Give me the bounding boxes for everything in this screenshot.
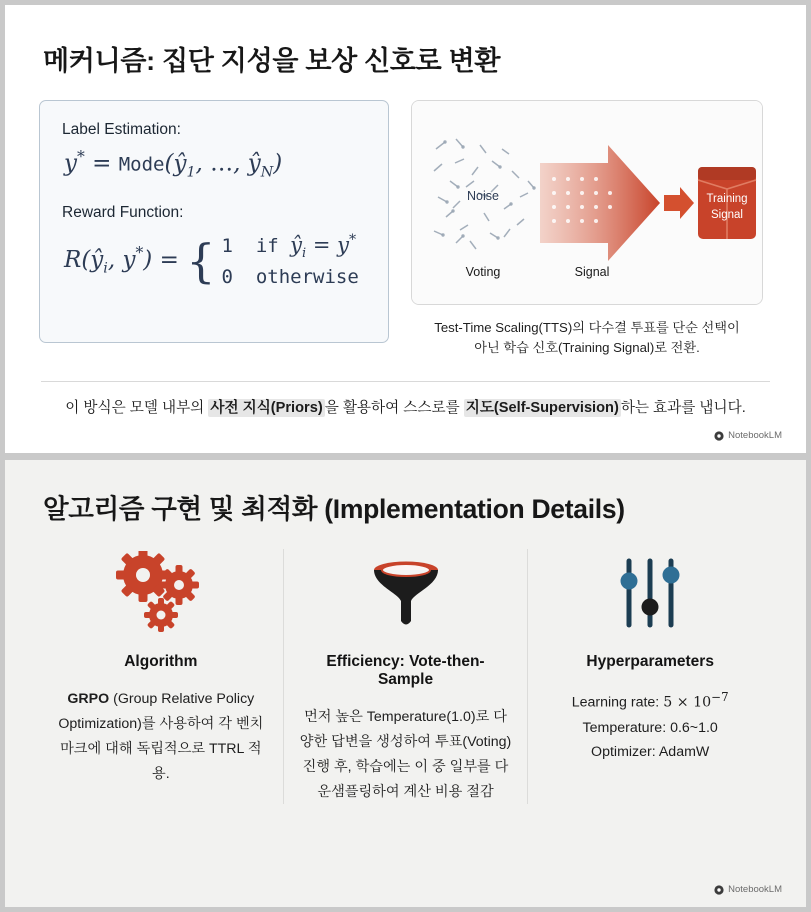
figure-caption-line-1: Test-Time Scaling(TTS)의 다수결 투표를 단순 선택이 [434, 320, 740, 335]
notebooklm-logo-icon [714, 885, 724, 895]
slide2-title: 알고리즘 구현 및 최적화 (Implementation Details) [43, 494, 625, 524]
figure-caption [411, 318, 763, 359]
column-efficiency [283, 549, 528, 804]
summary-part-3: 하는 효과를 냅니다. [620, 399, 746, 416]
figure-caption-line-2: 아닌 학습 신호(Training Signal)로 전환. [474, 340, 700, 356]
summary-highlight-self-supervision: 지도(Self-Supervision) [465, 399, 619, 416]
slide-mechanism [5, 5, 806, 453]
hyperparam-learning-rate: Learning rate: $5 \times 10^{-7}$ [571, 689, 729, 711]
column-title-hyperparameters: Hyperparameters [586, 652, 714, 670]
slide1-summary [39, 398, 772, 420]
column-hyperparameters [527, 549, 772, 804]
noise-label: Noise [467, 189, 499, 203]
hyperparam-temperature: Temperature: 0.6~1.0 [582, 719, 718, 736]
gears-icon [55, 549, 267, 637]
training-box-label-1: Training [706, 193, 748, 205]
reward-function-title: Reward Function: [62, 204, 184, 222]
label-estimation-title: Label Estimation: [62, 121, 181, 138]
algorithm-description: (Group Relative Policy Optimization)를 사용하여 각 벤치마크에 대해 독립적으로 TTRL 적용. [58, 690, 264, 782]
label-estimation-formula: $y^* = Mode(ŷ_1$, …, $ŷ_N$) [64, 147, 283, 181]
column-body-algorithm [55, 687, 267, 786]
brand-name: NotebookLM [728, 430, 782, 441]
voting-label: Voting [465, 265, 501, 279]
brand-name: NotebookLM [728, 884, 782, 895]
column-title-algorithm: Algorithm [124, 652, 198, 670]
column-body-hyperparameters [544, 687, 756, 765]
column-algorithm [39, 549, 283, 804]
slide-implementation [5, 460, 806, 907]
page-title: 메커니즘: 집단 지성을 보상 신호로 변환 [43, 46, 501, 76]
brace-glyph: { [186, 233, 216, 288]
brand-footer-slide2 [714, 884, 782, 895]
summary-part-1: 이 방식은 모델 내부의 [65, 399, 209, 416]
column-title-efficiency: Efficiency: Vote-then-Sample [326, 652, 485, 688]
summary-part-2: 을 활용하여 스스로를 [324, 399, 464, 416]
slide1-panels [39, 100, 772, 359]
figure-column [411, 100, 763, 359]
slide1-divider [41, 381, 770, 382]
noise-to-signal-diagram [412, 101, 763, 305]
implementation-columns [39, 549, 772, 804]
notebooklm-logo-icon [714, 431, 724, 441]
column-body-efficiency: 먼저 높은 Temperature(1.0)로 다양한 답변을 생성하여 투표(Voting) 진행 후, 학습에는 이 중 일부를 다운샘플링하여 계산 비용 절감 [299, 708, 512, 800]
formula-card [39, 100, 389, 343]
summary-highlight-priors: 사전 지식(Priors) [210, 399, 323, 416]
brand-footer-slide1 [714, 430, 782, 441]
reward-case-zero: 0 otherwise [221, 266, 359, 289]
funnel-icon [300, 549, 512, 637]
sliders-icon [544, 549, 756, 637]
algorithm-term: GRPO [67, 690, 110, 707]
training-box-label-2: Signal [711, 209, 743, 221]
reward-function-formula: $R(ŷ_i$, y*) = { 1 if $ŷ_i = y^*$ 0 otherwise [64, 230, 366, 292]
figure-card [411, 100, 763, 305]
signal-label: Signal [574, 265, 610, 279]
hyperparam-optimizer: Optimizer: AdamW [591, 744, 710, 761]
reward-case-one: 1 if $ŷ_i = y^*$ [221, 232, 357, 262]
